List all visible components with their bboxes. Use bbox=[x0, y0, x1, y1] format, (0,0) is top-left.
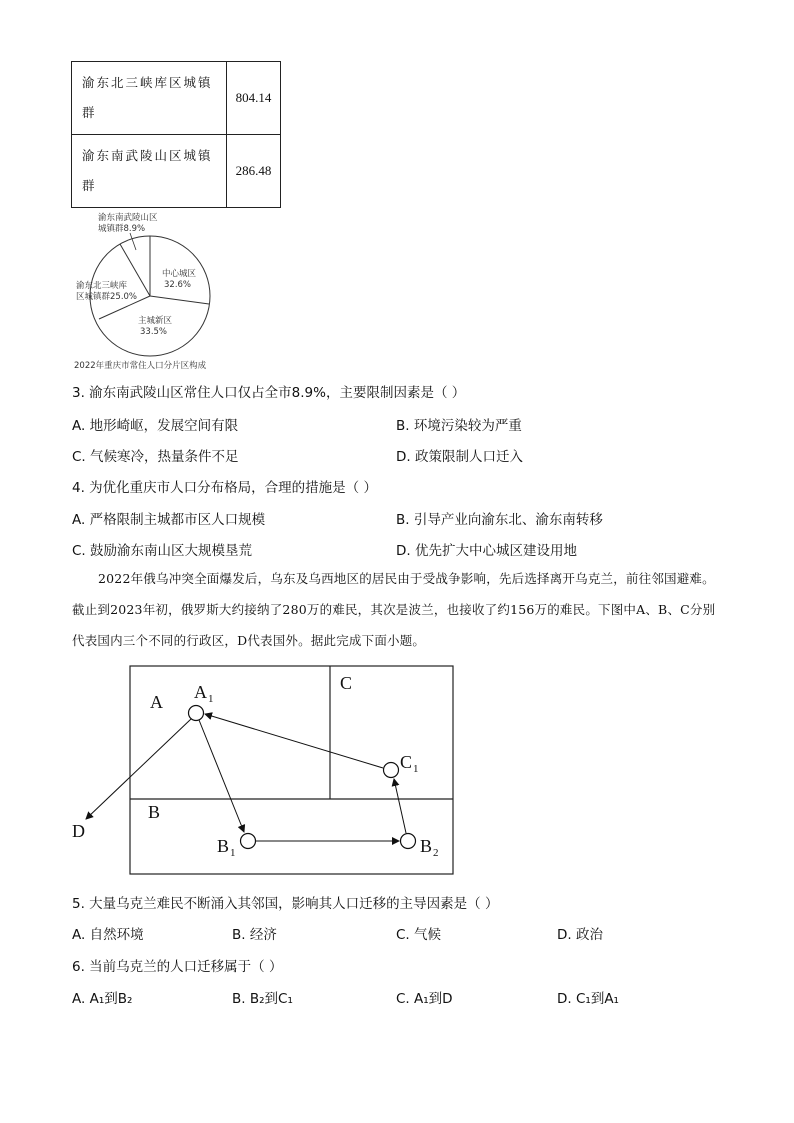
node-a1 bbox=[189, 706, 204, 721]
question-6-option-c[interactable]: C. A₁到D bbox=[396, 991, 453, 1007]
question-4-option-a[interactable]: A. 严格限制主城都市区人口规模 bbox=[72, 512, 266, 528]
migration-diagram bbox=[68, 662, 468, 880]
pie-slice-value: 区城镇群25.0% bbox=[76, 292, 138, 302]
node-c1 bbox=[384, 763, 399, 778]
pie-slice-value: 33.5% bbox=[140, 327, 168, 337]
question-6-option-a[interactable]: A. A₁到B₂ bbox=[72, 991, 133, 1007]
node-b2 bbox=[401, 834, 416, 849]
question-5-option-b[interactable]: B. 经济 bbox=[232, 927, 277, 943]
table-cell-value: 286.48 bbox=[227, 135, 281, 208]
question-3-option-c[interactable]: C. 气候寒冷，热量条件不足 bbox=[72, 449, 239, 465]
region-b-label: B bbox=[148, 802, 161, 822]
pie-slice-label: 渝东南武陵山区 bbox=[98, 213, 158, 223]
table-cell-region bbox=[72, 135, 227, 208]
table-row bbox=[72, 62, 281, 135]
question-3-option-d[interactable]: D. 政策限制人口迁入 bbox=[396, 449, 523, 465]
question-6-option-d[interactable]: D. C₁到A₁ bbox=[557, 991, 619, 1007]
question-5-option-d[interactable]: D. 政治 bbox=[557, 927, 603, 943]
pie-slice-label: 主城新区 bbox=[138, 316, 173, 326]
arrow-a1-to-d bbox=[86, 719, 191, 819]
pie-slice-label: 渝东北三峡库 bbox=[76, 281, 128, 291]
region-a-label: A bbox=[150, 692, 163, 712]
region-name-line1: 渝东南武陵山区城镇 bbox=[82, 148, 213, 163]
pie-slice-label: 中心城区 bbox=[162, 269, 197, 279]
arrow-c1-to-a1 bbox=[205, 714, 383, 768]
question-5-stem: 5. 大量乌克兰难民不断涌入其邻国，影响其人口迁移的主导因素是（ ） bbox=[72, 896, 499, 912]
question-4-stem: 4. 为优化重庆市人口分布格局，合理的措施是（ ） bbox=[72, 480, 377, 496]
question-5-option-c[interactable]: C. 气候 bbox=[396, 927, 442, 943]
question-3-option-a[interactable]: A. 地形崎岖，发展空间有限 bbox=[72, 418, 239, 434]
node-a1-label: $A_1$ bbox=[194, 682, 214, 705]
question-3-stem: 3. 渝东南武陵山区常住人口仅占全市8.9%，主要限制因素是（ ） bbox=[72, 385, 466, 401]
population-table bbox=[71, 61, 281, 208]
region-name-line2: 群 bbox=[82, 178, 97, 193]
pie-slice-value: 32.6% bbox=[164, 280, 192, 290]
node-c1-label: $C_1$ bbox=[400, 752, 419, 775]
question-6-option-b[interactable]: B. B₂到C₁ bbox=[232, 991, 293, 1007]
question-6-stem: 6. 当前乌克兰的人口迁移属于（ ） bbox=[72, 959, 283, 975]
reading-passage: 2022年俄乌冲突全面爆发后，乌东及乌西地区的居民由于受战争影响，先后选择离开乌克兰，前往邻国避难。截止到2023年初，俄罗斯大约接纳了280万的难民，其次是波兰，也接收了约156万的难民。下图中A、B、C分别代表国内三个不同的行政区，D代表国外。据此完成下面小题。 bbox=[72, 571, 716, 648]
question-4-option-d[interactable]: D. 优先扩大中心城区建设用地 bbox=[396, 543, 577, 559]
node-b1-label: $B_1$ bbox=[217, 836, 236, 859]
question-3-option-b[interactable]: B. 环境污染较为严重 bbox=[396, 418, 522, 434]
table-cell-value: 804.14 bbox=[227, 62, 281, 135]
table-row bbox=[72, 135, 281, 208]
question-4-option-b[interactable]: B. 引导产业向渝东北、渝东南转移 bbox=[396, 512, 603, 528]
region-name-line1: 渝东北三峡库区城镇 bbox=[82, 75, 213, 90]
question-5-option-a[interactable]: A. 自然环境 bbox=[72, 927, 144, 943]
region-c-label: C bbox=[340, 673, 353, 693]
arrow-a1-to-b1 bbox=[199, 720, 244, 832]
arrow-b2-to-c1 bbox=[394, 779, 406, 833]
question-4-option-c[interactable]: C. 鼓励渝东南山区大规模垦荒 bbox=[72, 543, 253, 559]
pie-caption: 2022年重庆市常住人口分片区构成 bbox=[74, 361, 207, 371]
table-cell-region bbox=[72, 62, 227, 135]
region-name-line2: 群 bbox=[82, 105, 97, 120]
population-pie-chart bbox=[70, 208, 230, 373]
node-b1 bbox=[241, 834, 256, 849]
node-b2-label: $B_2$ bbox=[420, 836, 439, 859]
pie-slice-value: 城镇群8.9% bbox=[98, 224, 146, 234]
outside-d-label: D bbox=[72, 821, 85, 841]
